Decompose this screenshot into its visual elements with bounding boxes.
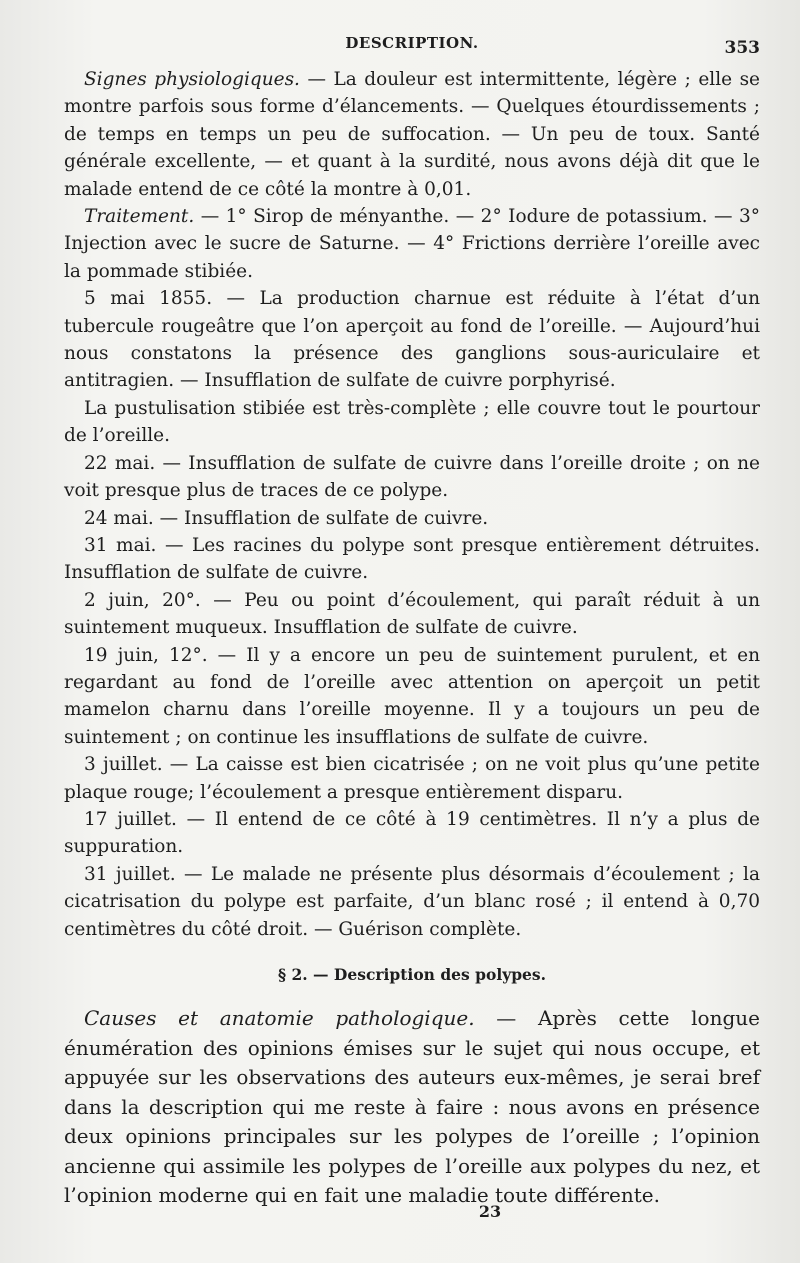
body-text-bottom — [64, 1004, 760, 1211]
paragraph-text: 3 juillet. — La caisse est bien cicatrisée ; on ne voit plus qu’une petite plaque rouge; l’écoulement a presque entièrement disparu. — [64, 754, 760, 803]
paragraph-lead: Signes physiologiques. — [84, 69, 300, 90]
section-heading: § 2. — Description des polypes. — [277, 965, 547, 984]
paragraph — [64, 285, 760, 395]
body-text-top — [64, 66, 760, 943]
signature-mark: 23 — [478, 1202, 502, 1221]
paragraph — [64, 587, 760, 642]
paragraph — [64, 450, 760, 505]
paragraph-lead: Causes et anatomie pathologique. — [84, 1006, 475, 1030]
paragraph-text: — Après cette longue énumération des opinions émises sur le sujet qui nous occupe, et appuyée sur les observations des auteurs eux-mêmes, je serai bref dans la description qui me reste à faire : nous avons en présence deux opinions principales sur les polypes de l’oreille ; l’opinion ancienne qui assimile les polypes de l’oreille aux polypes du nez, et l’opinion moderne qui en fait une maladie toute différente. — [64, 1006, 761, 1207]
paragraph-lead: Traitement. — [84, 206, 195, 228]
paragraph-text: 31 mai. — Les racines du polype sont presque entièrement détruites. Insufflation de sulfate de cuivre. — [64, 534, 760, 584]
paragraph-text: 2 juin, 20°. — Peu ou point d’écoulement, qui paraît réduit à un suintement muqueux. Insufflation de sulfate de cuivre. — [64, 589, 760, 639]
paragraph — [64, 806, 760, 861]
paragraph — [64, 751, 760, 806]
paragraph-text: 22 mai. — Insufflation de sulfate de cuivre dans l’oreille droite ; on ne voit presque plus de traces de ce polype. — [64, 452, 760, 502]
paragraph-text: 31 juillet. — Le malade ne présente plus désormais d’écoulement ; la cicatrisation du polype est parfaite, d’un blanc rosé ; il entend à 0,70 centimètres du côté droit. — Guérison complète. — [64, 863, 760, 940]
page-number: 353 — [724, 38, 760, 58]
paragraph-text: La pustulisation stibiée est très-complète ; elle couvre tout le pourtour de l’oreille. — [64, 397, 760, 447]
running-title: DESCRIPTION. — [345, 34, 479, 52]
paragraph — [64, 505, 760, 532]
paragraph — [64, 66, 760, 203]
paragraph-text: 17 juillet. — Il entend de ce côté à 19 centimètres. Il n’y a plus de suppuration. — [64, 808, 760, 858]
paragraph — [64, 532, 760, 587]
paragraph-text: — La douleur est intermittente, légère ; elle se montre parfois sous forme d’élancements. — Quelques étourdissements ; de temps en temps un peu de suffocation. — Un peu de toux. Santé générale excellente, — et quant à la surdité, nous avons déjà dit que le malade entend de ce côté la montre à 0,01. — [64, 69, 761, 200]
paragraph — [64, 203, 760, 285]
paragraph — [64, 642, 760, 752]
paragraph — [64, 395, 760, 450]
paragraph-text: 24 mai. — Insufflation de sulfate de cuivre. — [84, 507, 489, 529]
page-header — [64, 34, 760, 66]
paragraph-text: 19 juin, 12°. — Il y a encore un peu de suintement purulent, et en regardant au fond de l’oreille avec attention on aperçoit un petit mamelon charnu dans l’oreille moyenne. Il y a toujours un peu de suintement ; on continue les insufflations de sulfate de cuivre. — [64, 644, 760, 748]
paragraph-text: 5 mai 1855. — La production charnue est réduite à l’état d’un tubercule rougeâtre que l’on aperçoit au fond de l’oreille. — Aujourd’hui nous constatons la présence des ganglions sous-auriculaire et antitragien. — Insufflation de sulfate de cuivre porphyrisé. — [64, 288, 760, 392]
paragraph — [64, 861, 760, 943]
paragraph — [64, 1004, 760, 1211]
paragraph-text: — 1° Sirop de ményanthe. — 2° Iodure de potassium. — 3° Injection avec le sucre de Saturne. — 4° Frictions derrière l’oreille avec la pommade stibiée. — [64, 206, 760, 282]
